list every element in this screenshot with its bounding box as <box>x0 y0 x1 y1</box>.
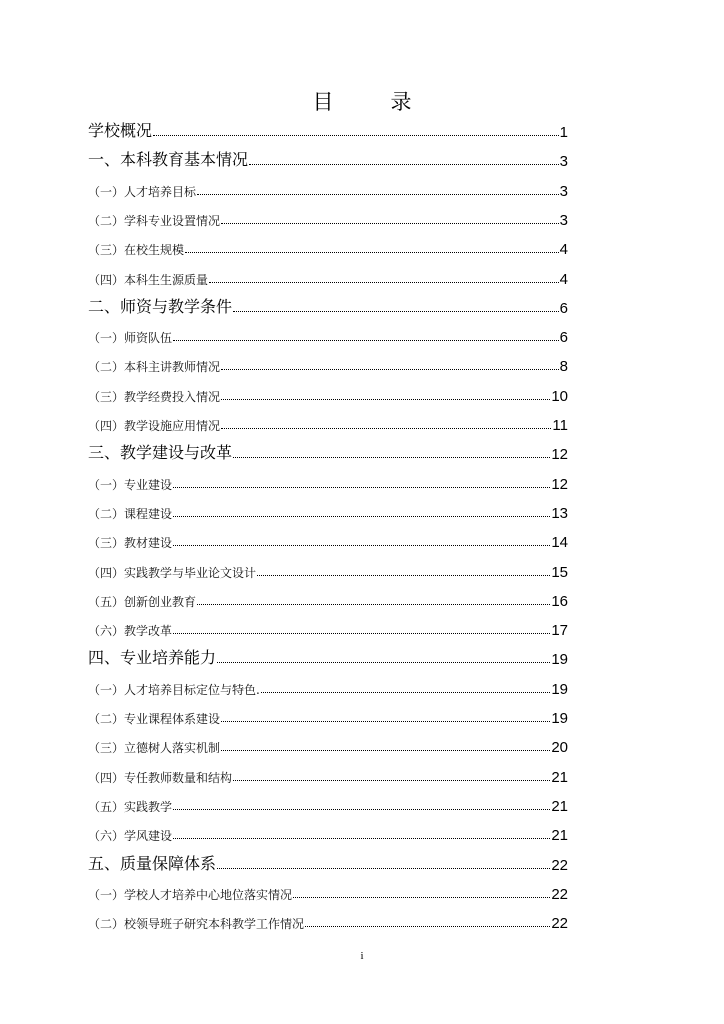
toc-subsection-entry[interactable] <box>88 791 568 815</box>
toc-entry-label: （二）学科专业设置情况 <box>88 213 221 228</box>
toc-dot-leader <box>221 368 559 370</box>
toc-entry-label: （四）专任教师数量和结构 <box>88 770 233 785</box>
toc-dot-leader <box>173 515 550 517</box>
page-number-footer: i <box>360 950 364 962</box>
toc-entry-page-number: 17 <box>551 622 568 640</box>
toc-dot-leader <box>249 163 559 165</box>
toc-subsection-entry[interactable] <box>88 351 568 375</box>
toc-entry-page-number: 21 <box>551 827 568 845</box>
toc-subsection-entry[interactable] <box>88 586 568 610</box>
toc-dot-leader <box>173 808 550 810</box>
toc-subsection-entry[interactable] <box>88 498 568 522</box>
toc-entry-label: （四）教学设施应用情况 <box>88 419 221 433</box>
toc-entry-page-number: 10 <box>551 387 568 405</box>
toc-subsection-entry[interactable] <box>88 557 568 581</box>
toc-entry-page-number: 3 <box>559 211 568 229</box>
toc-entry-page-number: 11 <box>552 417 568 434</box>
toc-entry-page-number: 19 <box>551 680 568 698</box>
toc-entry-page-number: 21 <box>551 768 568 786</box>
toc-subsection-entry[interactable] <box>88 674 568 698</box>
toc-entry-page-number: 16 <box>551 592 568 610</box>
toc-entry-label: 学校概况 <box>88 121 153 140</box>
toc-entry-label: （二）本科主讲教师情况 <box>88 360 221 375</box>
toc-entry-page-number: 3 <box>559 182 568 200</box>
toc-entry-page-number: 8 <box>559 358 568 376</box>
toc-subsection-entry[interactable] <box>88 381 568 405</box>
toc-subsection-entry[interactable] <box>88 410 568 434</box>
toc-subsection-entry[interactable] <box>88 615 568 639</box>
toc-section-entry[interactable] <box>88 850 568 874</box>
toc-entry-label: 一、本科教育基本情况 <box>88 150 249 170</box>
toc-entry-page-number: 22 <box>551 915 568 933</box>
toc-subsection-entry[interactable] <box>88 703 568 727</box>
toc-entry-page-number: 14 <box>551 534 568 552</box>
toc-entry-label: （二）专业课程体系建设 <box>88 712 221 726</box>
toc-entry-page-number: 21 <box>551 797 568 815</box>
toc-entry-label: （四）实践教学与毕业论文设计 <box>88 565 257 580</box>
toc-subsection-entry[interactable] <box>88 469 568 493</box>
toc-entry-label: （二）课程建设 <box>88 506 173 521</box>
toc-entry-label: （一）人才培养目标 <box>88 184 197 199</box>
toc-entry-label: （二）校领导班子研究本科教学工作情况 <box>88 917 305 932</box>
toc-section-entry[interactable] <box>88 439 568 463</box>
toc-entry-page-number: 3 <box>559 153 568 171</box>
toc-dot-leader <box>173 486 550 488</box>
toc-dot-leader <box>221 398 550 400</box>
toc-subsection-entry[interactable] <box>88 762 568 786</box>
toc-entry-page-number: 13 <box>551 504 568 522</box>
toc-section-entry[interactable] <box>88 117 568 141</box>
toc-entry-page-number: 20 <box>551 739 568 757</box>
toc-entry-label: （五）实践教学 <box>88 799 173 814</box>
toc-entry-page-number: 6 <box>559 299 568 317</box>
toc-section-entry[interactable] <box>88 146 568 170</box>
toc-entry-label: （三）立德树人落实机制 <box>88 741 221 756</box>
toc-entry-label: （一）师资队伍 <box>88 331 173 346</box>
toc-section-entry[interactable] <box>88 293 568 317</box>
toc-dot-leader <box>221 720 550 722</box>
toc-subsection-entry[interactable] <box>88 908 568 932</box>
toc-entry-page-number: 22 <box>551 885 568 903</box>
toc-entry-label: 三、教学建设与改革 <box>88 443 233 463</box>
toc-dot-leader <box>257 574 550 576</box>
toc-entry-label: 四、专业培养能力 <box>88 648 217 668</box>
toc-entry-label: 五、质量保障体系 <box>88 853 217 873</box>
toc-subsection-entry[interactable] <box>88 176 568 200</box>
toc-dot-leader <box>185 251 559 253</box>
toc-section-entry[interactable] <box>88 644 568 668</box>
toc-entry-label: （六）学风建设 <box>88 829 173 844</box>
toc-dot-leader <box>197 193 559 195</box>
toc-dot-leader <box>217 661 550 663</box>
toc-dot-leader <box>233 310 559 312</box>
toc-subsection-entry[interactable] <box>88 322 568 346</box>
toc-dot-leader <box>221 749 550 751</box>
toc-dot-leader <box>293 896 550 898</box>
toc-entry-page-number: 19 <box>551 710 568 727</box>
toc-dot-leader <box>209 281 559 283</box>
toc-dot-leader <box>233 779 550 781</box>
toc-entry-label: （三）在校生规模 <box>88 243 185 258</box>
toc-entry-page-number: 6 <box>559 329 568 347</box>
toc-entry-label: （六）教学改革 <box>88 624 173 639</box>
toc-entry-page-number: 12 <box>551 475 568 493</box>
toc-subsection-entry[interactable] <box>88 879 568 903</box>
toc-entry-label: （一）人才培养目标定位与特色. <box>88 682 260 697</box>
toc-dot-leader <box>221 427 551 429</box>
toc-subsection-entry[interactable] <box>88 820 568 844</box>
toc-dot-leader <box>173 837 550 839</box>
toc-dot-leader <box>173 339 559 341</box>
toc-dot-leader <box>221 222 559 224</box>
toc-dot-leader <box>197 603 550 605</box>
toc-entry-page-number: 15 <box>551 563 568 581</box>
toc-dot-leader <box>173 544 550 546</box>
toc-entry-label: （一）专业建设 <box>88 477 173 492</box>
toc-dot-leader <box>233 456 550 458</box>
toc-dot-leader <box>153 134 559 136</box>
toc-entry-page-number: 19 <box>551 651 568 669</box>
toc-entry-label: （四）本科生生源质量 <box>88 272 209 287</box>
toc-dot-leader <box>173 632 550 634</box>
toc-entry-page-number: 12 <box>551 446 568 464</box>
toc-dot-leader <box>261 691 550 693</box>
toc-subsection-entry[interactable] <box>88 264 568 288</box>
toc-entry-page-number: 4 <box>559 270 568 288</box>
toc-entry-page-number: 22 <box>551 856 568 874</box>
toc-dot-leader <box>305 925 550 927</box>
toc-subsection-entry[interactable] <box>88 234 568 258</box>
toc-entry-label: （五）创新创业教育 <box>88 594 197 609</box>
toc-entry-label: （三）教材建设 <box>88 536 173 551</box>
toc-dot-leader <box>217 867 550 869</box>
toc-entry-label: （一）学校人才培养中心地位落实情况 <box>88 887 293 902</box>
toc-subsection-entry[interactable] <box>88 527 568 551</box>
page-title: 目 录 <box>312 90 430 114</box>
toc-entry-page-number: 4 <box>559 241 568 259</box>
toc-entry-label: （三）教学经费投入情况 <box>88 389 221 404</box>
toc-entry-page-number: 1 <box>559 124 568 141</box>
toc-entry-label: 二、师资与教学条件 <box>88 296 233 316</box>
toc-subsection-entry[interactable] <box>88 205 568 229</box>
toc-subsection-entry[interactable] <box>88 732 568 756</box>
